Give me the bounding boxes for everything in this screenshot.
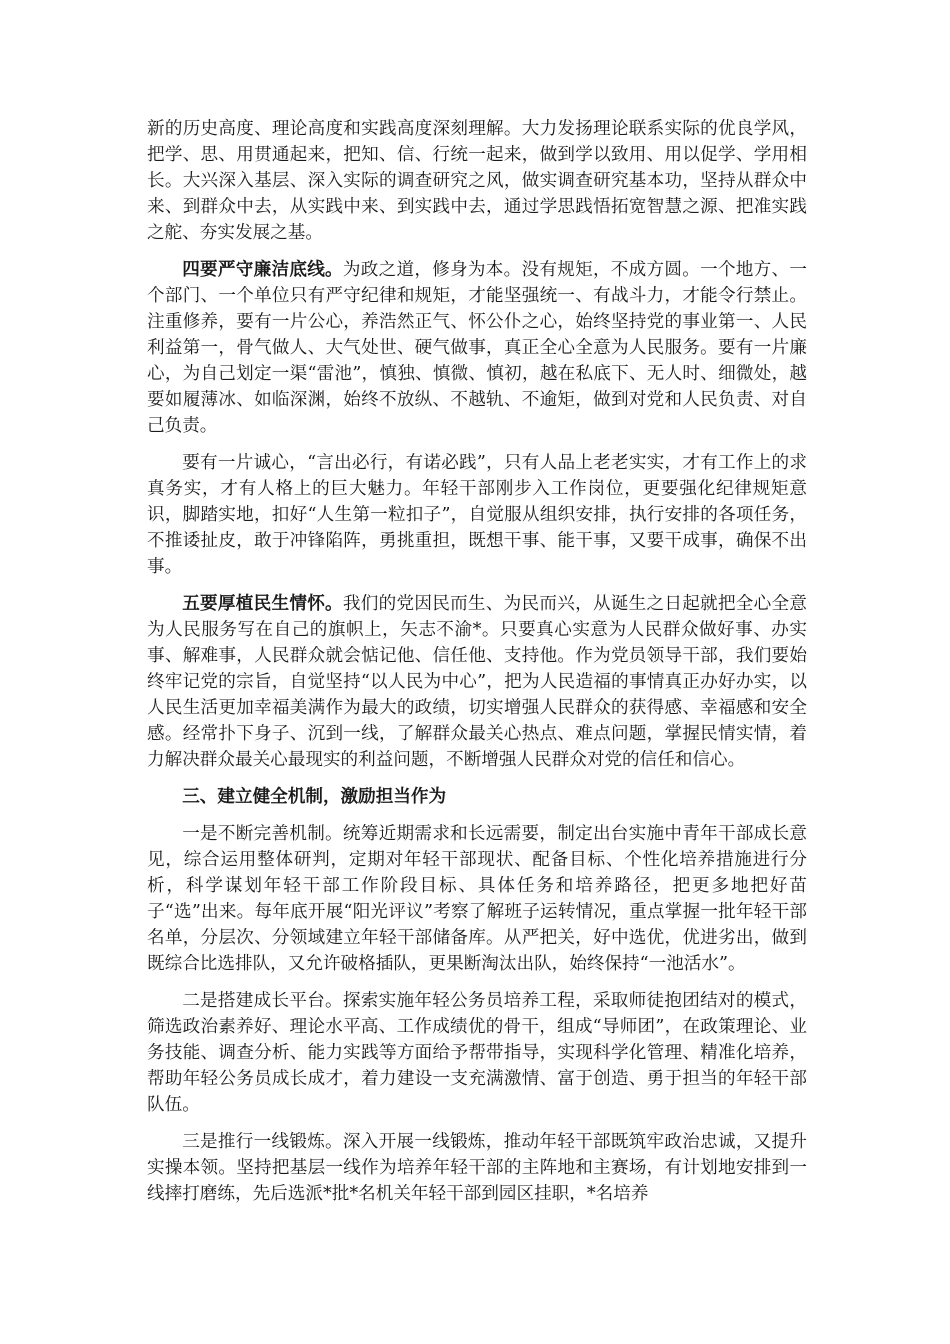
body-paragraph bbox=[147, 116, 807, 246]
paragraph-text: 二是搭建成长平台。探索实施年轻公务员培养工程，采取师徒抱团结对的模式，筛选政治素养好、理论水平高、工作成绩优的骨干，组成“导师团”，在政策理论、业务技能、调查分析、能力实践等方面给予帮带指导，实现科学化管理、精准化培养，帮助年轻公务员成长成才，着力建设一支充满激情、富于创造、勇于担当的年轻干部队伍。 bbox=[147, 991, 807, 1115]
paragraph-lead: 五要厚植民生情怀。 bbox=[182, 593, 343, 614]
paragraph-lead: 四要严守廉洁底线。 bbox=[182, 259, 343, 280]
paragraph-text: 一是不断完善机制。统筹近期需求和长远需要，制定出台实施中青年干部成长意见，综合运用整体研判，定期对年轻干部现状、配备目标、个性化培养措施进行分析，科学谋划年轻干部工作阶段目标、具体任务和培养路径，把更多地把好苗子“选”出来。每年底开展“阳光评议”考察了解班子运转情况，重点掌握一批年轻干部名单，分层次、分领域建立年轻干部储备库。从严把关，好中选优，优进劣出，做到既综合比选排队，又允许破格插队，更果断淘汰出队，始终保持“一池活水”。 bbox=[147, 824, 807, 974]
paragraph-text: 我们的党因民而生、为民而兴，从诞生之日起就把全心全意为人民服务写在自己的旗帜上，矢志不渝*。只要真心实意为人民群众做好事、办实事、解难事，人民群众就会惦记他、信任他、支持他。作为党员领导干部，我们要始终牢记党的宗旨，自觉坚持“以人民为中心”，把为人民造福的事情真正办好办实，以人民生活更加幸福美满作为最大的政绩，切实增强人民群众的获得感、幸福感和安全感。经常扑下身子、沉到一线，了解群众最关心热点、难点问题，掌握民情实情，着力解决群众最关心最现实的利益问题，不断增强人民群众对党的信任和信心。 bbox=[147, 594, 807, 770]
document-page bbox=[147, 116, 807, 1218]
body-paragraph bbox=[147, 257, 807, 439]
paragraph-text: 新的历史高度、理论高度和实践高度深刻理解。大力发扬理论联系实际的优良学风，把学、思、用贯通起来，把知、信、行统一起来，做到学以致用、用以促学、学用相长。大兴深入基层、深入实际的调查研究之风，做实调查研究基本功，坚持从群众中来、到群众中去，从实践中来、到实践中去，通过学思践悟拓宽智慧之源、把准实践之舵、夯实发展之基。 bbox=[147, 119, 807, 243]
body-paragraph bbox=[147, 988, 807, 1118]
body-paragraph bbox=[147, 450, 807, 580]
body-paragraph bbox=[147, 591, 807, 773]
paragraph-text: 要有一片诚心，“言出必行，有诺必践”，只有人品上老老实实，才有工作上的求真务实，才有人格上的巨大魅力。年轻干部刚步入工作岗位，更要强化纪律规矩意识，脚踏实地，扣好“人生第一粒扣子”，自觉服从组织安排，执行安排的各项任务，不推诿扯皮，敢于冲锋陷阵，勇挑重担，既想干事、能干事，又要干成事，确保不出事。 bbox=[147, 453, 807, 577]
paragraph-text: 为政之道，修身为本。没有规矩，不成方圆。一个地方、一个部门、一个单位只有严守纪律和规矩，才能坚强统一、有战斗力，才能令行禁止。注重修养，要有一片公心，养浩然正气、怀公仆之心，始终坚持党的事业第一、人民利益第一，骨气做人、大气处世、硬气做事，真正全心全意为人民服务。要有一片廉心，为自己划定一渠“雷池”，慎独、慎微、慎初，越在私底下、无人时、细微处，越要如履薄冰、如临深渊，始终不放纵、不越轨、不逾矩，做到对党和人民负责、对自己负责。 bbox=[147, 260, 807, 436]
body-paragraph bbox=[147, 1129, 807, 1207]
paragraph-text: 三是推行一线锻炼。深入开展一线锻炼，推动年轻干部既筑牢政治忠诚，又提升实操本领。坚持把基层一线作为培养年轻干部的主阵地和主赛场，有计划地安排到一线摔打磨练，先后选派*批*名机关年轻干部到园区挂职，*名培养 bbox=[147, 1132, 807, 1204]
section-heading: 三、建立健全机制，激励担当作为 bbox=[182, 786, 447, 807]
body-paragraph bbox=[147, 821, 807, 977]
